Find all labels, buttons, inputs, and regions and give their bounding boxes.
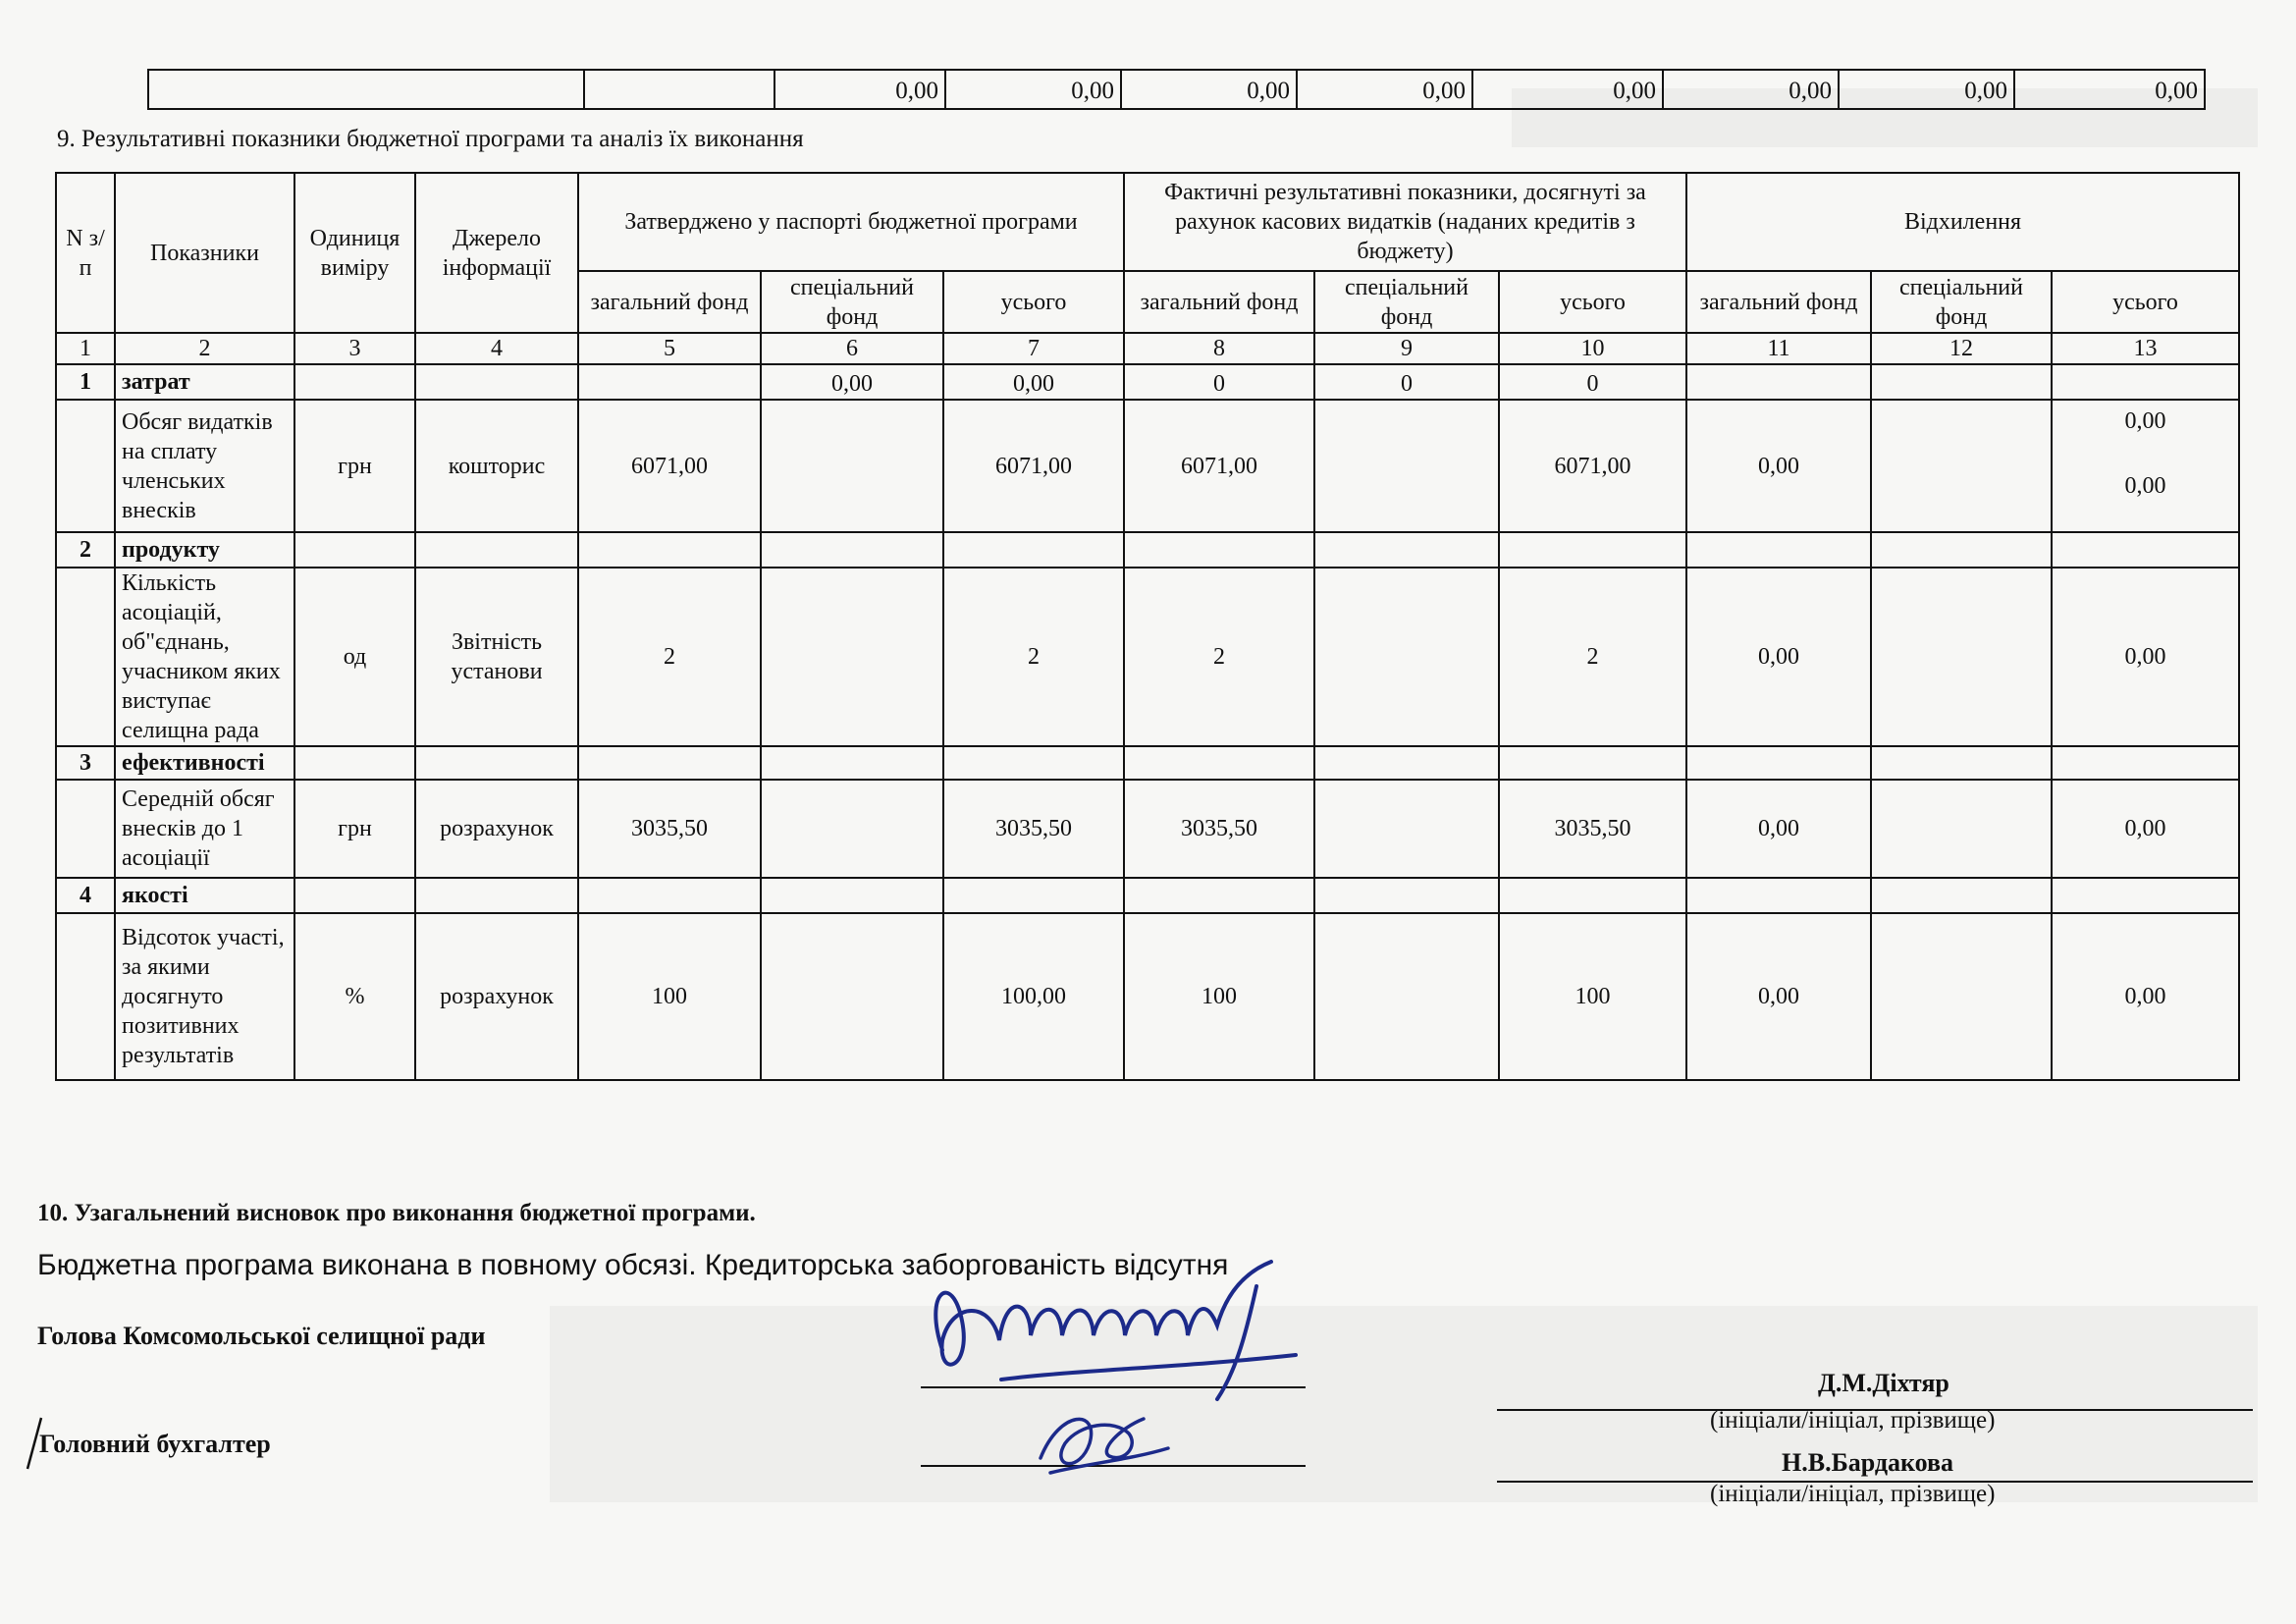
cell: 6071,00 xyxy=(1499,400,1686,532)
indicator-source: розрахунок xyxy=(415,913,578,1080)
cell: 2 xyxy=(943,568,1124,746)
accountant-title: Головний бухгалтер xyxy=(39,1430,271,1458)
indicator-unit: грн xyxy=(294,780,415,878)
head-handwritten-signature xyxy=(883,1232,1335,1409)
cell xyxy=(2052,746,2239,780)
header-unit: Одиниця виміру xyxy=(294,173,415,333)
column-number: 11 xyxy=(1686,333,1871,364)
cell: 0,00 xyxy=(1686,913,1871,1080)
cell xyxy=(56,400,115,532)
cell xyxy=(761,746,943,780)
column-number: 6 xyxy=(761,333,943,364)
header-total: усього xyxy=(943,271,1124,333)
accountant-name: Н.В.Бардакова xyxy=(1782,1448,1954,1477)
header-actual: Фактичні результативні показники, досягнуті за рахунок касових видатків (наданих кредитів з бюджету) xyxy=(1124,173,1686,271)
header-deviation: Відхилення xyxy=(1686,173,2239,271)
cell: 100 xyxy=(578,913,761,1080)
cell xyxy=(1871,878,2052,913)
cell xyxy=(584,70,774,109)
indicator-unit: од xyxy=(294,568,415,746)
cell: 0,00 xyxy=(1472,70,1663,109)
head-name-hint: (ініціали/ініціал, прізвище) xyxy=(1710,1407,1996,1434)
cell: 0,00 xyxy=(774,70,945,109)
cell: 100,00 xyxy=(943,913,1124,1080)
header-indicators: Показники xyxy=(115,173,294,333)
cell: 2 xyxy=(1499,568,1686,746)
indicator-label: Відсоток участі, за якими досягнуто позитивних результатів xyxy=(115,913,294,1080)
header-general-fund: загальний фонд xyxy=(1686,271,1871,333)
cell: 100 xyxy=(1124,913,1314,1080)
cell xyxy=(56,780,115,878)
header-total: усього xyxy=(2052,271,2239,333)
indicator-source: кошторис xyxy=(415,400,578,532)
cell xyxy=(1314,913,1499,1080)
cell xyxy=(415,746,578,780)
header-approved: Затверджено у паспорті бюджетної програми xyxy=(578,173,1124,271)
cell xyxy=(1871,780,2052,878)
cell: 0,00 xyxy=(2052,913,2239,1080)
cell xyxy=(943,878,1124,913)
column-number: 12 xyxy=(1871,333,2052,364)
cell xyxy=(1871,568,2052,746)
cell xyxy=(2052,400,2239,532)
cell xyxy=(1124,532,1314,568)
cell xyxy=(943,532,1124,568)
indicator-label: Обсяг видатків на сплату членських внесків xyxy=(115,400,294,532)
cell xyxy=(1871,400,2052,532)
cell xyxy=(1499,878,1686,913)
cell: 3035,50 xyxy=(1499,780,1686,878)
cell xyxy=(294,878,415,913)
header-special-fund: спеціальний фонд xyxy=(761,271,943,333)
cell: 0,00 xyxy=(945,70,1121,109)
column-number: 3 xyxy=(294,333,415,364)
header-general-fund: загальний фонд xyxy=(1124,271,1314,333)
cell: 3035,50 xyxy=(1124,780,1314,878)
cell: 0 xyxy=(1124,364,1314,400)
cell xyxy=(415,364,578,400)
indicator-row xyxy=(56,568,2239,746)
cell: 0 xyxy=(1499,364,1686,400)
cell xyxy=(1871,532,2052,568)
cell xyxy=(761,400,943,532)
performance-indicators-table xyxy=(55,172,2240,1081)
section-9-title: 9. Результативні показники бюджетної програми та аналіз їх виконання xyxy=(57,126,804,152)
head-title: Голова Комсомольської селищної ради xyxy=(37,1322,486,1350)
group-row xyxy=(56,878,2239,913)
cell: 0,00 xyxy=(761,364,943,400)
margin-mark xyxy=(20,1414,49,1473)
indicator-source: розрахунок xyxy=(415,780,578,878)
accountant-handwritten-signature xyxy=(1021,1389,1178,1488)
cell xyxy=(1124,878,1314,913)
cell xyxy=(1871,913,2052,1080)
cell: 0,00 xyxy=(2052,568,2239,746)
accountant-name-hint: (ініціали/ініціал, прізвище) xyxy=(1710,1481,1996,1507)
cell xyxy=(761,780,943,878)
cell xyxy=(2052,532,2239,568)
cell: 6071,00 xyxy=(943,400,1124,532)
indicator-label: Кількість асоціацій, об"єднань, учасником яких виступає селищна рада xyxy=(115,568,294,746)
cell xyxy=(943,746,1124,780)
group-label: якості xyxy=(115,878,294,913)
bleed-through xyxy=(550,1306,2258,1502)
cell xyxy=(761,532,943,568)
cell: 6071,00 xyxy=(578,400,761,532)
group-number: 2 xyxy=(56,532,115,568)
cell xyxy=(761,878,943,913)
column-number: 1 xyxy=(56,333,115,364)
cell xyxy=(1314,532,1499,568)
group-label: ефективності xyxy=(115,746,294,780)
cell xyxy=(1499,532,1686,568)
indicator-source: Звітність установи xyxy=(415,568,578,746)
header-special-fund: спеціальний фонд xyxy=(1314,271,1499,333)
header-general-fund: загальний фонд xyxy=(578,271,761,333)
cell xyxy=(294,746,415,780)
cell xyxy=(1871,364,2052,400)
cell xyxy=(1314,780,1499,878)
cell xyxy=(2052,878,2239,913)
cell xyxy=(578,364,761,400)
section-10-title: 10. Узагальнений висновок про виконання бюджетної програми. xyxy=(37,1200,756,1226)
column-numbers-row xyxy=(56,333,2239,364)
cell xyxy=(1124,746,1314,780)
cell xyxy=(578,746,761,780)
cell xyxy=(578,878,761,913)
column-number: 13 xyxy=(2052,333,2239,364)
cell: 0,00 xyxy=(1686,568,1871,746)
cell xyxy=(1499,746,1686,780)
header-special-fund: спеціальний фонд xyxy=(1871,271,2052,333)
cell xyxy=(294,532,415,568)
cell: 0,00 xyxy=(1663,70,1839,109)
cell xyxy=(761,568,943,746)
cell xyxy=(415,878,578,913)
cell: 0,00 xyxy=(1297,70,1472,109)
extra-total: 0,00 xyxy=(2124,408,2166,434)
cell xyxy=(2052,364,2239,400)
header-num: N з/п xyxy=(56,173,115,333)
cell xyxy=(1314,568,1499,746)
group-row xyxy=(56,364,2239,400)
cell: 0,00 xyxy=(1686,780,1871,878)
cell xyxy=(56,913,115,1080)
cell: 3035,50 xyxy=(943,780,1124,878)
column-number: 4 xyxy=(415,333,578,364)
cell xyxy=(1314,878,1499,913)
header-total: усього xyxy=(1499,271,1686,333)
column-number: 10 xyxy=(1499,333,1686,364)
cell: 100 xyxy=(1499,913,1686,1080)
cell: 0,00 xyxy=(2014,70,2205,109)
cell xyxy=(1686,532,1871,568)
column-number: 5 xyxy=(578,333,761,364)
indicator-row xyxy=(56,400,2239,532)
cell: 0,00 xyxy=(2052,780,2239,878)
cell xyxy=(148,70,584,109)
cell: 0,00 xyxy=(943,364,1124,400)
column-number: 2 xyxy=(115,333,294,364)
indicator-label: Середній обсяг внесків до 1 асоціації xyxy=(115,780,294,878)
cell: 0,00 xyxy=(1121,70,1297,109)
head-name: Д.М.Діхтяр xyxy=(1818,1369,1949,1397)
cell: 2 xyxy=(578,568,761,746)
cell xyxy=(1686,746,1871,780)
indicator-row xyxy=(56,780,2239,878)
cell xyxy=(415,532,578,568)
indicator-row xyxy=(56,913,2239,1080)
cell xyxy=(1871,746,2052,780)
cell: 0,00 xyxy=(1686,400,1871,532)
cell xyxy=(1314,400,1499,532)
cell xyxy=(294,364,415,400)
group-number: 3 xyxy=(56,746,115,780)
header-source: Джерело інформації xyxy=(415,173,578,333)
cell xyxy=(761,913,943,1080)
group-label: затрат xyxy=(115,364,294,400)
column-number: 8 xyxy=(1124,333,1314,364)
indicator-unit: % xyxy=(294,913,415,1080)
group-number: 1 xyxy=(56,364,115,400)
indicator-unit: грн xyxy=(294,400,415,532)
cell: 3035,50 xyxy=(578,780,761,878)
cell: 0,00 xyxy=(1839,70,2014,109)
group-label: продукту xyxy=(115,532,294,568)
previous-table-last-row xyxy=(147,69,2206,110)
cell xyxy=(1686,364,1871,400)
column-number: 9 xyxy=(1314,333,1499,364)
column-number: 7 xyxy=(943,333,1124,364)
cell: 0 xyxy=(1314,364,1499,400)
cell xyxy=(1314,746,1499,780)
conclusion-text: Бюджетна програма виконана в повному обсязі. Кредиторська заборгованість відсутня xyxy=(37,1249,1229,1281)
group-number: 4 xyxy=(56,878,115,913)
cell xyxy=(56,568,115,746)
group-row xyxy=(56,532,2239,568)
cell xyxy=(1686,878,1871,913)
cell: 6071,00 xyxy=(1124,400,1314,532)
cell: 2 xyxy=(1124,568,1314,746)
cell xyxy=(578,532,761,568)
group-row xyxy=(56,746,2239,780)
cell-value: 0,00 xyxy=(2124,472,2166,499)
